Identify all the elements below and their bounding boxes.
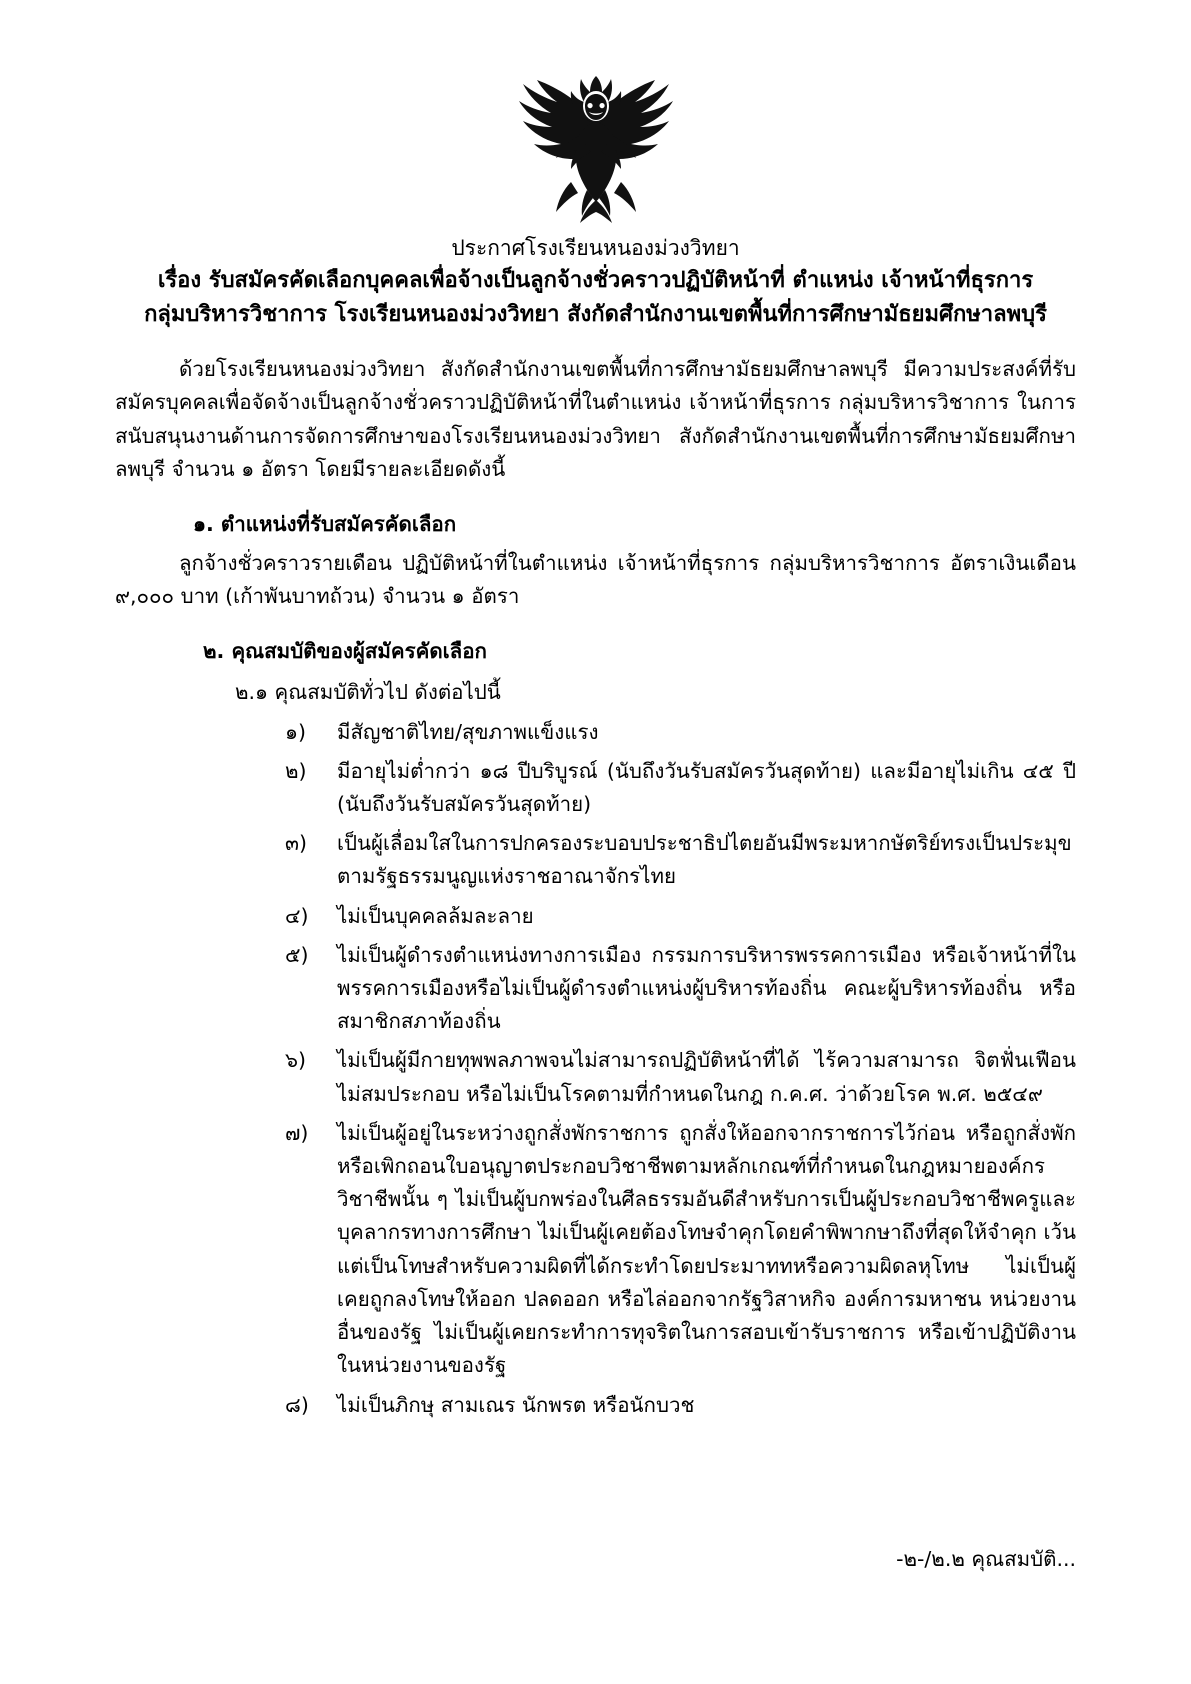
- list-item-text: ไม่เป็นผู้อยู่ในระหว่างถูกสั่งพักราชการ ถูกสั่งให้ออกจากราชการไว้ก่อน หรือถูกสั่งพักหรือเพิกถอนใบอนุญาตประกอบวิชาชีพตามหลักเกณฑ์ที่กำหนดในกฎหมายองค์กรวิชาชีพนั้น ๆ ไม่เป็นผู้บกพร่องในศีลธรรมอันดีสำหรับการเป็นผู้ประกอบวิชาชีพครูและบุคลากรทางการศึกษา ไม่เป็นผู้เคยต้องโทษจำคุกโดยคำพิพากษาถึงที่สุดให้จำคุก เว้นแต่เป็นโทษสำหรับความผิดที่ได้กระทำโดยประมาททหรือความผิดลหุโทษ ไม่เป็นผู้เคยถูกลงโทษให้ออก ปลดออก หรือไล่ออกจากรัฐวิสาหกิจ องค์การมหาชน หน่วยงานอื่นของรัฐ ไม่เป็นผู้เคยกระทำการทุจริตในการสอบเข้ารับราชการ หรือเข้าปฏิบัติงานในหน่วยงานของรัฐ: [337, 1120, 1076, 1378]
- list-item: [115, 1389, 1076, 1422]
- list-item-text: มีสัญชาติไทย/สุขภาพแข็งแรง: [337, 719, 599, 744]
- intro-paragraph: ด้วยโรงเรียนหนองม่วงวิทยา สังกัดสำนักงานเขตพื้นที่การศึกษามัธยมศึกษาลพบุรี มีความประสงค์ที่รับสมัครบุคคลเพื่อจัดจ้างเป็นลูกจ้างชั่วคราวปฏิบัติหน้าที่ในตำแหน่ง เจ้าหน้าที่ธุรการ กลุ่มบริหารวิชาการ ในการสนับสนุนงานด้านการจัดการศึกษาของโรงเรียนหนองม่วงวิทยา สังกัดสำนักงานเขตพื้นที่การศึกษามัธยมศึกษาลพบุรี จำนวน ๑ อัตรา โดยมีรายละเอียดดังนี้: [115, 357, 1076, 481]
- list-item-text: มีอายุไม่ต่ำกว่า ๑๘ ปีบริบูรณ์ (นับถึงวันรับสมัครวันสุดท้าย) และมีอายุไม่เกิน ๔๕ ปี (นับถึงวันรับสมัครวันสุดท้าย): [337, 758, 1076, 817]
- list-item: [115, 827, 1076, 893]
- announcement-title-line2: เรื่อง รับสมัครคัดเลือกบุคคลเพื่อจ้างเป็นลูกจ้างชั่วคราวปฏิบัติหน้าที่ ตำแหน่ง เจ้าหน้าที่ธุรการ: [157, 268, 1034, 294]
- list-item: [115, 1117, 1076, 1383]
- list-item: [115, 900, 1076, 933]
- list-item-number: ๓): [285, 831, 308, 856]
- qualification-list: [115, 716, 1076, 1422]
- announcement-title-line1: ประกาศโรงเรียนหนองม่วงวิทยา: [451, 236, 740, 260]
- page-footer-note: -๒-/๒.๒ คุณสมบัติ...: [896, 1547, 1076, 1571]
- document-heading: [115, 233, 1076, 331]
- section-2-title: ๒. คุณสมบัติของผู้สมัครคัดเลือก: [203, 639, 487, 664]
- list-item: [115, 1044, 1076, 1110]
- list-item-number: ๑): [285, 719, 307, 744]
- garuda-emblem: [501, 62, 691, 227]
- list-item-text: ไม่เป็นภิกษุ สามเณร นักพรต หรือนักบวช: [337, 1392, 695, 1417]
- list-item-number: ๘): [285, 1392, 309, 1417]
- list-item: [115, 716, 1076, 749]
- emblem-container: [115, 62, 1076, 227]
- list-item-number: ๖): [285, 1048, 307, 1073]
- list-item-text: ไม่เป็นผู้ดำรงตำแหน่งทางการเมือง กรรมการบริหารพรรคการเมือง หรือเจ้าหน้าที่ในพรรคการเมืองหรือไม่เป็นผู้ดำรงตำแหน่งผู้บริหารท้องถิ่น คณะผู้บริหารท้องถิ่น หรือสมาชิกสภาท้องถิ่น: [337, 942, 1076, 1034]
- list-item-number: ๔): [285, 903, 309, 928]
- section-1-title: ๑. ตำแหน่งที่รับสมัครคัดเลือก: [193, 512, 457, 537]
- list-item-text: ไม่เป็นผู้มีกายทุพพลภาพจนไม่สามารถปฏิบัติหน้าที่ได้ ไร้ความสามารถ จิตฟั่นเฟือนไม่สมประกอบ หรือไม่เป็นโรคตามที่กำหนดในกฎ ก.ค.ศ. ว่าด้วยโรค พ.ศ. ๒๕๔๙: [337, 1048, 1076, 1106]
- list-item-number: ๕): [285, 942, 309, 967]
- list-item-text: เป็นผู้เลื่อมใสในการปกครองระบอบประชาธิปไตยอันมีพระมหากษัตริย์ทรงเป็นประมุข ตามรัฐธรรมนูญแห่งราชอาณาจักรไทย: [337, 831, 1072, 889]
- list-item-text: ไม่เป็นบุคคลล้มละลาย: [337, 903, 534, 928]
- section-2-subhead: ๒.๑ คุณสมบัติทั่วไป ดังต่อไปนี้: [235, 680, 501, 705]
- section-1-body: ลูกจ้างชั่วคราวรายเดือน ปฏิบัติหน้าที่ในตำแหน่ง เจ้าหน้าที่ธุรการ กลุ่มบริหารวิชาการ อัตราเงินเดือน ๙,๐๐๐ บาท (เก้าพันบาทถ้วน) จำนวน ๑ อัตรา: [115, 551, 1076, 609]
- list-item-number: ๗): [285, 1120, 309, 1145]
- announcement-title-line3: กลุ่มบริหารวิชาการ โรงเรียนหนองม่วงวิทยา สังกัดสำนักงานเขตพื้นที่การศึกษามัธยมศึกษาลพบุรี: [144, 302, 1047, 328]
- list-item-number: ๒): [285, 758, 307, 783]
- list-item: [115, 755, 1076, 821]
- list-item: [115, 939, 1076, 1039]
